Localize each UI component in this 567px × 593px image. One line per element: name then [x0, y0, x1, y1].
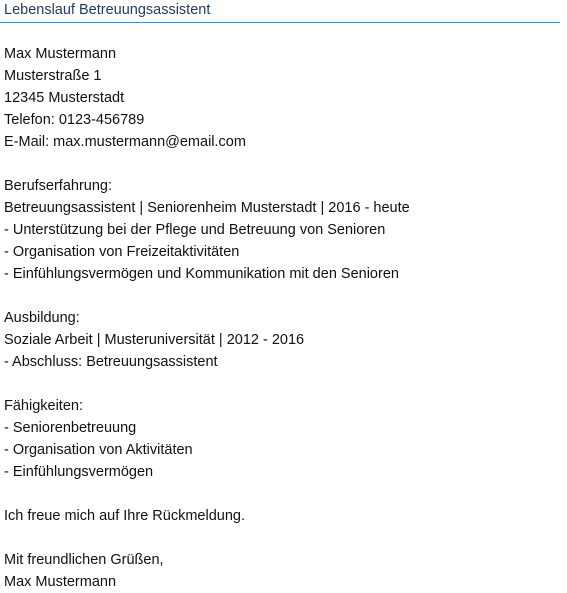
- contact-email: E-Mail: max.mustermann@email.com: [4, 134, 246, 150]
- title-underline: [0, 22, 560, 23]
- contact-city: 12345 Musterstadt: [4, 90, 125, 106]
- spacer: [4, 285, 567, 307]
- contact-block: [4, 43, 567, 153]
- education-section: [4, 307, 567, 373]
- education-heading: Ausbildung:: [4, 310, 80, 326]
- document-body: [4, 43, 567, 593]
- document-title: Lebenslauf Betreuungsassistent: [4, 2, 211, 18]
- experience-section: [4, 175, 567, 285]
- experience-item: - Einfühlungsvermögen und Kommunikation mit den Senioren: [4, 266, 399, 282]
- education-item: - Abschluss: Betreuungsassistent: [4, 354, 218, 370]
- spacer: [4, 483, 567, 505]
- closing-sentence: Ich freue mich auf Ihre Rückmeldung.: [4, 508, 245, 524]
- experience-position: Betreuungsassistent | Seniorenheim Musterstadt | 2016 - heute: [4, 200, 410, 216]
- experience-item: - Unterstützung bei der Pflege und Betreuung von Senioren: [4, 222, 386, 238]
- experience-heading: Berufserfahrung:: [4, 178, 113, 194]
- skills-item: - Organisation von Aktivitäten: [4, 442, 193, 458]
- skills-section: [4, 395, 567, 483]
- skills-heading: Fähigkeiten:: [4, 398, 83, 414]
- education-entry: Soziale Arbeit | Musteruniversität | 2012 - 2016: [4, 332, 305, 348]
- spacer: [4, 373, 567, 395]
- spacer: [4, 153, 567, 175]
- skills-item: - Seniorenbetreuung: [4, 420, 137, 436]
- experience-item: - Organisation von Freizeitaktivitäten: [4, 244, 240, 260]
- contact-name: Max Mustermann: [4, 46, 117, 62]
- signature-name: Max Mustermann: [4, 574, 117, 590]
- regards-line: Mit freundlichen Grüßen,: [4, 552, 164, 568]
- contact-street: Musterstraße 1: [4, 68, 102, 84]
- spacer: [4, 527, 567, 549]
- contact-phone: Telefon: 0123-456789: [4, 112, 145, 128]
- document: [4, 0, 567, 593]
- skills-item: - Einfühlungsvermögen: [4, 464, 154, 480]
